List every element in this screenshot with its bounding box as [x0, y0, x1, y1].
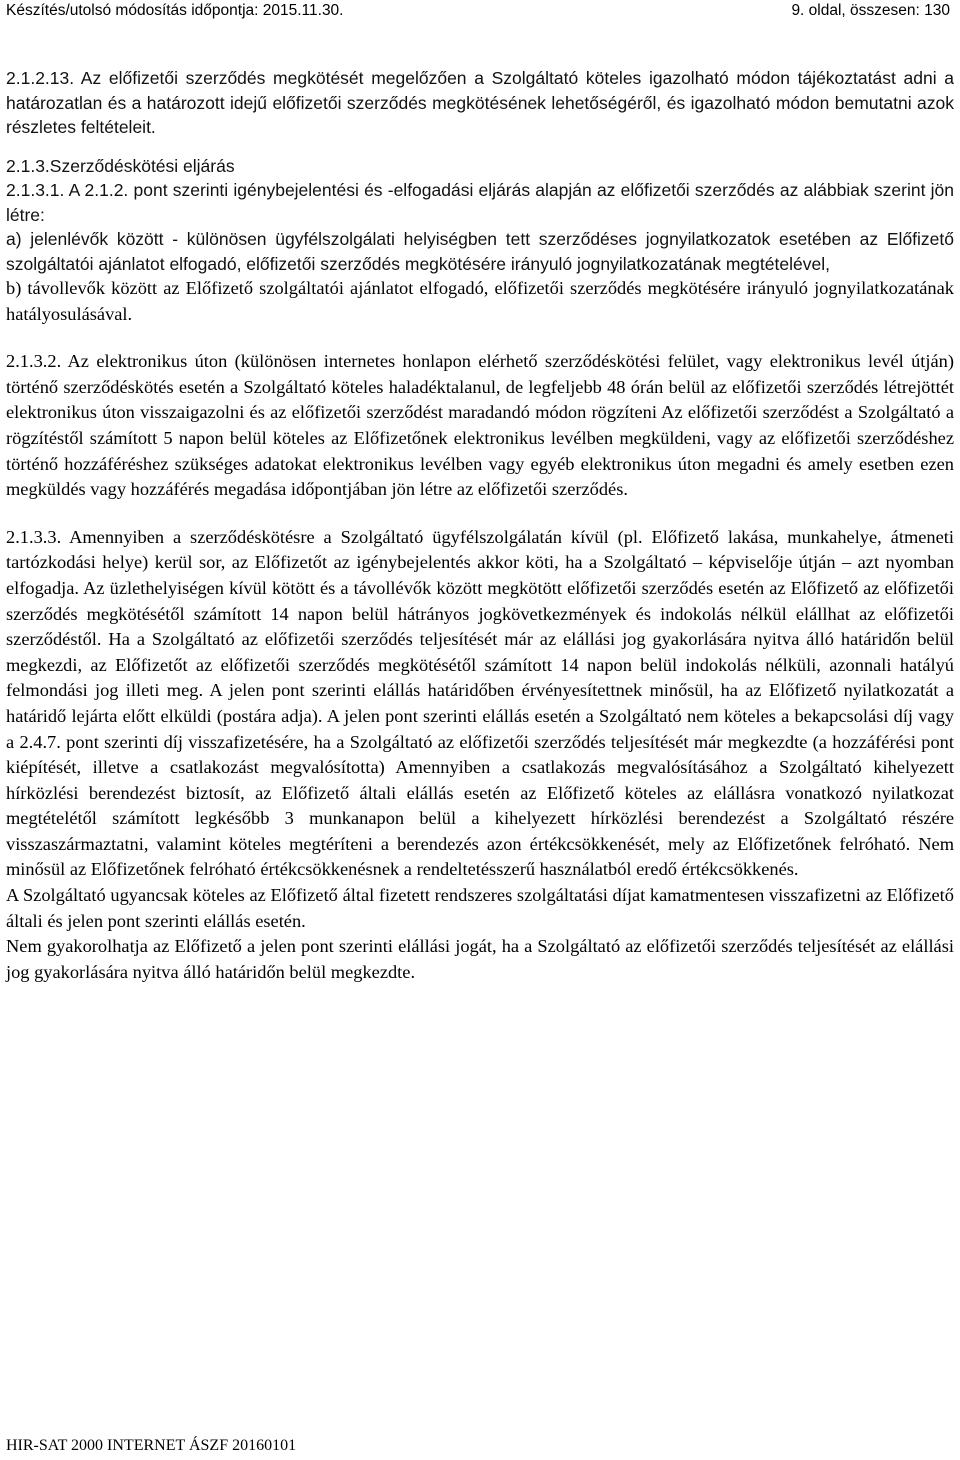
paragraph-2-1-2-13: 2.1.2.13. Az előfizetői szerződés megkötését megelőzően a Szolgáltató köteles igazolható módon tájékoztatást adni a határozatlan és a határozott idejű előfizetői szerződés megkötésének lehetőségéről, és igazolható módon bemutatni azok részletes feltételeit. — [6, 68, 954, 137]
header-page-number: 9. oldal, összesen: 130 — [791, 2, 950, 19]
list-item-a: a) jelenlévők között - különösen ügyfélszolgálati helyiségben tett szerződéses jognyilatkozatok esetében az Előfizető szolgáltatói ajánlatot elfogadó, előfizetői szerződés megkötésére irányuló jognyilatkozatának megtételével, — [6, 229, 954, 274]
paragraph-2-1-3-3: 2.1.3.3. Amennyiben a szerződéskötésre a Szolgáltató ügyfélszolgálatán kívül (pl. Előfizető lakása, munkahelye, átmeneti tartózkodási helye) kerül sor, az Előfizetőt az igénybejelentés akkor köti, ha a Szolgáltató – képviselője útján – azt nyomban elfogadja. Az üzlethelyiségen kívül kötött és a távollévők között megkötött előfizetői szerződés esetén az Előfizető az előfizetői szerződés megkötésétől számított 14 napon belül hátrányos jogkövetkezmények és indokolás nélkül elállhat az előfizetői szerződéstől. Ha a Szolgáltató az előfizetői szerződés teljesítését már az elállási jog gyakorlására nyitva álló határidőn belül megkezdi, az Előfizetőt az előfizetői szerződés megkötésétől számított 14 napon belül indokolás nélküli, azonnali hatályú felmondási jog illeti meg. A jelen pont szerinti elállás határidőben érvényesítettnek minősül, ha az Előfizető nyilatkozatát a határidő lejárta előtt elküldi (postára adja). A jelen pont szerinti elállás esetén a Szolgáltató nem köteles a bekapcsolási díj vagy a 2.4.7. pont szerinti díj visszafizetésére, ha a Szolgáltató az előfizetői szerződés teljesítését már megkezdte (a hozzáférési pont kiépítését, illetve a csatlakozást megvalósította) Amennyiben a csatlakozás megvalósításához a Szolgáltató kihelyezett hírközlési berendezést biztosít, az Előfizető általi elállás esetén az Előfizető köteles az elállásra vonatkozó nyilatkozat megtételétől számított legkésőbb 3 munkanapon belül a kihelyezett hírközlési berendezést a Szolgáltató részére visszaszármaztatni, valamint köteles megtéríteni a berendezés azon értékcsökkenését, mely az Előfizetőnek felróható. Nem minősül az Előfizetőnek felróható értékcsökkenésnek a rendeltetésszerű használatból eredő értékcsökkenés. — [6, 526, 954, 880]
paragraph-refund: A Szolgáltató ugyancsak köteles az Előfizető által fizetett rendszeres szolgáltatási díjat kamatmentesen visszafizetni az Előfizető általi és jelen pont szerinti elállás esetén. — [6, 885, 954, 931]
section-heading-2-1-3: 2.1.3.Szerződéskötési eljárás — [6, 155, 235, 176]
list-item-b: b) távollevők között az Előfizető szolgáltatói ajánlatot elfogadó, előfizetői szerződés megkötésére irányuló jognyilatkozatának hatályosulásával. — [6, 278, 954, 324]
document-body — [6, 66, 954, 985]
page-footer: HIR-SAT 2000 INTERNET ÁSZF 20160101 — [6, 1437, 297, 1454]
header-date: Készítés/utolsó módosítás időpontja: 2015.11.30. — [6, 2, 344, 19]
page-header — [6, 0, 950, 28]
paragraph-2-1-3-1: 2.1.3.1. A 2.1.2. pont szerinti igénybejelentési és -elfogadási eljárás alapján az előfizetői szerződés az alábbiak szerint jön létre: — [6, 180, 954, 225]
paragraph-2-1-3-2: 2.1.3.2. Az elektronikus úton (különösen internetes honlapon elérhető szerződéskötési felület, vagy elektronikus levél útján) történő szerződéskötés esetén a Szolgáltató köteles haladéktalanul, de legfeljebb 48 órán belül az előfizetői szerződés létrejöttét elektronikus úton visszaigazolni és az előfizetői szerződést maradandó módon rögzíteni Az előfizetői szerződést a Szolgáltató a rögzítéstől számított 5 napon belül köteles az Előfizetőnek elektronikus levélben megküldeni, vagy az előfizetői szerződéshez történő hozzáféréshez szükséges adatokat elektronikus levélben vagy egyéb elektronikus úton megadni és amely esetben ezen megküldés vagy hozzáférés megadása időpontjában jön létre az előfizetői szerződés. — [6, 351, 954, 500]
paragraph-no-withdrawal: Nem gyakorolhatja az Előfizető a jelen pont szerinti elállási jogát, ha a Szolgáltató az előfizetői szerződés teljesítését az elállási jog gyakorlására nyitva álló határidőn belül megkezdte. — [6, 936, 954, 982]
